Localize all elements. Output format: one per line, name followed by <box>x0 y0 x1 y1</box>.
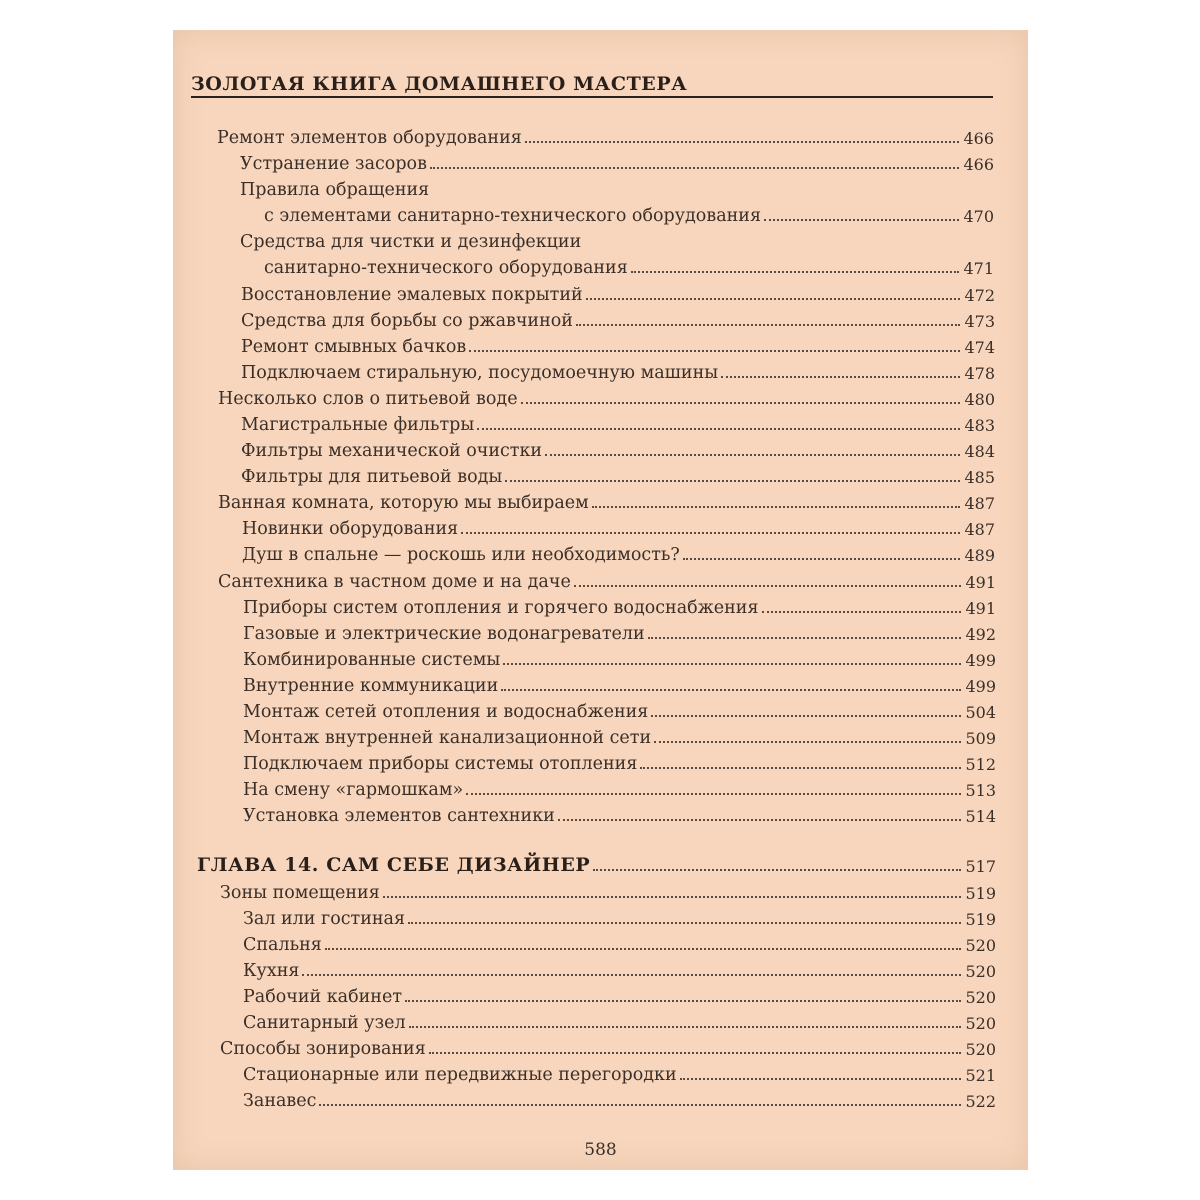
toc-entry-page: 485 <box>964 468 995 487</box>
toc-entry-page: 487 <box>964 520 995 539</box>
leader-dots <box>461 532 960 534</box>
toc-entry <box>217 122 994 148</box>
toc-entry-page: 519 <box>965 910 996 929</box>
toc-entry-page: 522 <box>965 1092 996 1111</box>
toc-entry-page: 512 <box>965 755 996 774</box>
toc-entry-page: 480 <box>964 390 995 409</box>
leader-dots <box>574 585 962 587</box>
leader-dots <box>408 922 961 924</box>
leader-dots <box>521 402 961 404</box>
toc-entry <box>241 305 995 331</box>
leader-dots <box>466 793 961 795</box>
toc-entry <box>243 929 996 955</box>
leader-dots <box>383 896 962 898</box>
leader-dots <box>640 767 961 769</box>
toc-entry-page: 466 <box>963 155 994 174</box>
toc-entry <box>264 252 994 278</box>
toc-entry-page: 514 <box>965 807 996 826</box>
toc-entry-label: Подключаем приборы системы отопления <box>243 754 638 774</box>
toc-entry <box>243 800 996 826</box>
toc-entry <box>243 903 996 929</box>
toc-entry-page: 520 <box>965 1040 996 1059</box>
toc-entry-label: Кухня <box>243 961 300 981</box>
toc-entry <box>241 461 995 487</box>
toc-entry-label: Рабочий кабинет <box>243 987 403 1007</box>
leader-dots <box>683 558 961 560</box>
leader-dots <box>631 271 960 273</box>
toc-entry-label: Новинки оборудования <box>242 519 459 539</box>
leader-dots <box>680 1078 962 1080</box>
toc-entry-label: Восстановление эмалевых покрытий <box>241 285 583 305</box>
toc-entry <box>241 279 995 305</box>
toc-entry-label: Несколько слов о питьевой воде <box>218 389 518 409</box>
toc-entry <box>243 981 996 1007</box>
leader-dots <box>503 663 961 665</box>
toc-entry-label: Способы зонирования <box>220 1039 426 1059</box>
toc-entry-heading-line: Средства для чистки и дезинфекции <box>240 232 582 252</box>
toc-entry-page: 466 <box>963 129 994 148</box>
toc-entry-label: Ремонт элементов оборудования <box>217 128 522 148</box>
toc-entry-page: 519 <box>965 884 996 903</box>
leader-dots <box>319 1104 961 1106</box>
toc-entry <box>220 877 996 903</box>
toc-entry <box>241 409 995 435</box>
toc-entry-page: 509 <box>965 729 996 748</box>
toc-entry <box>243 955 996 981</box>
toc-entry <box>243 774 996 800</box>
toc-entry-page: 484 <box>964 442 995 461</box>
toc-entry <box>241 331 995 357</box>
toc-entry-page: 504 <box>965 703 996 722</box>
toc-entry-label: Средства для борьбы со ржавчиной <box>241 311 573 331</box>
toc-entry-page: 471 <box>963 259 994 278</box>
running-header <box>191 70 993 98</box>
toc-entry <box>243 670 996 696</box>
toc-entry-label: Устранение засоров <box>240 154 427 174</box>
toc-entry-label: Приборы систем отопления и горячего водоснабжения <box>243 598 759 618</box>
leader-dots <box>302 974 961 976</box>
toc-entry <box>243 722 996 748</box>
toc-entry-label: Внутренние коммуникации <box>243 676 499 696</box>
toc-entry-page: 470 <box>963 207 994 226</box>
leader-dots <box>469 350 960 352</box>
leader-dots <box>654 741 961 743</box>
leader-dots <box>593 869 961 871</box>
page-number: 588 <box>584 1140 617 1160</box>
leader-dots <box>325 948 962 950</box>
leader-dots <box>429 1052 962 1054</box>
leader-dots <box>545 454 960 456</box>
running-header-title: ЗОЛОТАЯ КНИГА ДОМАШНЕГО МАСТЕРА <box>191 73 691 95</box>
leader-dots <box>651 715 961 717</box>
toc-entry-page: 474 <box>964 338 995 357</box>
toc-entry-label: Магистральные фильтры <box>241 415 475 435</box>
toc-entry-page: 489 <box>964 546 995 565</box>
toc-entry <box>242 513 995 539</box>
toc-entry-page: 499 <box>965 677 996 696</box>
toc-entry <box>218 383 995 409</box>
toc-entry <box>243 748 996 774</box>
leader-dots <box>721 376 960 378</box>
toc-entry-label: Занавес <box>243 1091 317 1111</box>
toc-entry <box>242 539 995 565</box>
leader-dots <box>558 819 962 821</box>
toc-entry-label: Газовые и электрические водонагреватели <box>243 624 645 644</box>
toc-entry-page: 472 <box>964 286 995 305</box>
toc-entry-label: Установка элементов сантехники <box>243 806 555 826</box>
toc-entry-page: 513 <box>965 781 996 800</box>
toc-entry-page: 520 <box>965 962 996 981</box>
toc-entry-label: санитарно-технического оборудования <box>264 258 628 278</box>
toc-entry-label: Монтаж сетей отопления и водоснабжения <box>243 702 649 722</box>
book-page <box>173 30 1028 1170</box>
toc-entry-label: Душ в спальне — роскошь или необходимость? <box>242 545 680 565</box>
toc-entry <box>243 1007 996 1033</box>
toc-entry-label: Зоны помещения <box>220 883 380 903</box>
leader-dots <box>501 689 961 691</box>
toc-entry-label: с элементами санитарно-технического оборудования <box>264 206 761 226</box>
leader-dots <box>525 141 960 143</box>
toc-entry-label: Фильтры механической очистки <box>241 441 543 461</box>
leader-dots <box>576 324 960 326</box>
toc-chapter-heading <box>197 850 996 876</box>
toc-entry-page: 491 <box>965 599 996 618</box>
toc-entry-label: Зал или гостиная <box>243 909 406 929</box>
toc-entry-label: Монтаж внутренней канализационной сети <box>243 728 652 748</box>
toc-entry <box>220 1033 996 1059</box>
leader-dots <box>405 1000 961 1002</box>
toc-entry-label: Подключаем стиральную, посудомоечную машины <box>241 363 719 383</box>
toc-entry-label: Ремонт смывных бачков <box>241 337 467 357</box>
toc-entry <box>241 435 995 461</box>
toc-entry <box>243 644 996 670</box>
leader-dots <box>592 506 961 508</box>
leader-dots <box>764 219 959 221</box>
toc-entry <box>264 200 994 226</box>
toc-entry-label: На смену «гармошкам» <box>243 780 464 800</box>
toc-entry <box>240 148 994 174</box>
leader-dots <box>430 167 960 169</box>
leader-dots <box>762 611 962 613</box>
toc-entry-label: Санитарный узел <box>243 1013 406 1033</box>
toc-entry <box>243 1085 996 1111</box>
toc-entry-page: 483 <box>964 416 995 435</box>
toc-entry-page: 520 <box>965 1014 996 1033</box>
toc-entry-page: 520 <box>965 988 996 1007</box>
toc-entry-page: 492 <box>965 625 996 644</box>
toc-entry <box>243 696 996 722</box>
toc-entry <box>218 487 995 513</box>
toc-entry <box>241 357 995 383</box>
leader-dots <box>477 428 960 430</box>
toc-entry-label: Сантехника в частном доме и на даче <box>218 572 571 592</box>
toc-entry <box>243 1059 996 1085</box>
toc-entry-label: Ванная комната, которую мы выбираем <box>218 493 589 513</box>
toc-entry-page: 478 <box>964 364 995 383</box>
toc-entry-page: 499 <box>965 651 996 670</box>
toc-entry-page: 520 <box>965 936 996 955</box>
toc-entry-label: Комбинированные системы <box>243 650 501 670</box>
leader-dots <box>505 480 960 482</box>
toc-entry-page: 491 <box>965 573 996 592</box>
toc-entry-page: 487 <box>964 494 995 513</box>
leader-dots <box>648 637 962 639</box>
toc-entry-heading-line: Правила обращения <box>240 180 430 200</box>
leader-dots <box>586 298 961 300</box>
toc-entry-page: 473 <box>964 312 995 331</box>
toc-chapter-label: ГЛАВА 14. САМ СЕБЕ ДИЗАЙНЕР <box>197 854 591 876</box>
toc-entry-label: Фильтры для питьевой воды <box>241 467 503 487</box>
toc-entry <box>243 592 996 618</box>
toc-entry <box>243 618 996 644</box>
toc-entry-label: Спальня <box>243 935 322 955</box>
toc-entry <box>218 566 996 592</box>
toc-entry-label: Стационарные или передвижные перегородки <box>243 1065 677 1085</box>
toc-entry-page: 521 <box>965 1066 996 1085</box>
leader-dots <box>409 1026 962 1028</box>
toc-entry-page: 517 <box>965 857 996 876</box>
